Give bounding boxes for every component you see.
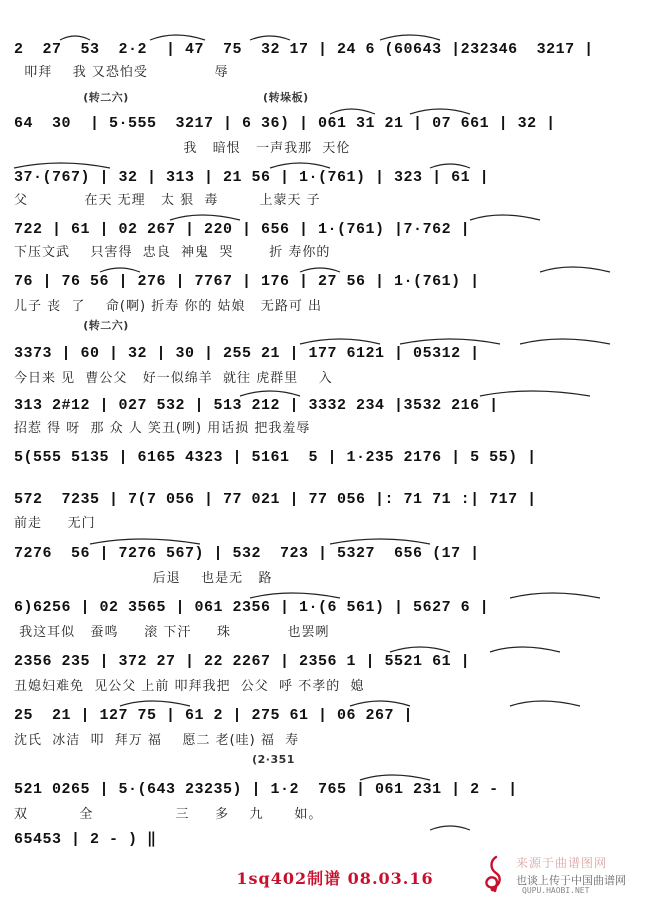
lyric-row: 丑媳妇难免 见公父 上前 叩拜我把 公父 呼 不孝的 媳 — [14, 679, 365, 694]
notation-row: 7276 56 | 7276 567) | 532 723 | 5327 656 (17 | — [14, 545, 480, 562]
notation-row: 3373 | 60 | 32 | 30 | 255 21 | 177 6121 | 05312 | — [14, 345, 480, 362]
lyric-row: 叩拜 我 又恐怕受 辱 — [14, 65, 229, 80]
annotation-row: (2·351 — [14, 753, 295, 766]
annotation-row: (转二六) — [14, 319, 129, 332]
notation-row: 313 2#12 | 027 532 | 513 212 | 3332 234 |3532 216 | — [14, 397, 499, 414]
notation-row: 64 30 | 5·555 3217 | 6 36) | 061 31 21 | 07 661 | 32 | — [14, 115, 556, 132]
watermark-source-text: 来源于曲谱图网 — [516, 856, 608, 870]
notation-row: 25 21 | 127 75 | 61 2 | 275 61 | 06 267 | — [14, 707, 414, 724]
watermark-upload-text: 也谈上传于中国曲谱网 — [516, 874, 626, 887]
lyric-row: 招惹 得 呀 那 众 人 笑丑(咧) 用话损 把我羞辱 — [14, 421, 311, 436]
lyric-row: 前走 无门 — [14, 516, 96, 531]
notation-row: 572 7235 | 7(7 056 | 77 021 | 77 056 |: 71 71 :| 717 | — [14, 491, 537, 508]
lyric-row: 我 暗恨 一声我那 天伦 — [14, 141, 351, 156]
lyric-row: 今日来 见 曹公父 好一似绵羊 就往 虎群里 入 — [14, 371, 333, 386]
notation-row: 37·(767) | 32 | 313 | 21 56 | 1·(761) | 323 | 61 | — [14, 169, 490, 186]
lyric-row: 下压文武 只害得 忠良 神鬼 哭 折 寿你的 — [14, 245, 331, 260]
notation-row: 65453 | 2 - ) ‖ — [14, 831, 157, 848]
lyric-row: 双 全 三 多 九 如。 — [14, 807, 323, 822]
lyric-row: 儿子 丧 了 命(啊) 折寿 你的 姑娘 无路可 出 — [14, 299, 322, 314]
notation-row: 5(555 5135 | 6165 4323 | 5161 5 | 1·235 2176 | 5 55) | — [14, 449, 537, 466]
notation-row: 6)6256 | 02 3565 | 061 2356 | 1·(6 561) | 5627 6 | — [14, 599, 490, 616]
notation-row: 722 | 61 | 02 267 | 220 | 656 | 1·(761) |7·762 | — [14, 221, 471, 238]
lyric-row: 后退 也是无 路 — [14, 571, 273, 586]
treble-clef-icon — [478, 855, 512, 893]
notation-row: 521 0265 | 5·(643 23235) | 1·2 765 | 061 231 | 2 - | — [14, 781, 518, 798]
notation-row: 76 | 76 56 | 276 | 7767 | 176 | 27 56 | 1·(761) | — [14, 273, 480, 290]
lyric-row: 我这耳似 蚕鸣 滚 下汗 珠 也罢咧 — [14, 625, 330, 640]
lyric-row: 父 在天 无理 太 狠 毒 上蒙天 子 — [14, 193, 321, 208]
notation-row: 2356 235 | 372 27 | 22 2267 | 2356 1 | 5521 61 | — [14, 653, 471, 670]
annotation-row: (转二六) (转垛板) — [14, 91, 309, 104]
notation-row: 2 27 53 2·2 | 47 75 32 17 | 24 6 (60643 |232346 3217 | — [14, 41, 594, 58]
lyric-row: 沈氏 冰洁 叩 拜万 福 愿二 老(哇) 福 寿 — [14, 733, 300, 748]
watermark-url-text: QUPU.HAOBI.NET — [522, 886, 590, 895]
transcriber-credit: 1sq402制谱 08.03.16 — [236, 869, 434, 888]
